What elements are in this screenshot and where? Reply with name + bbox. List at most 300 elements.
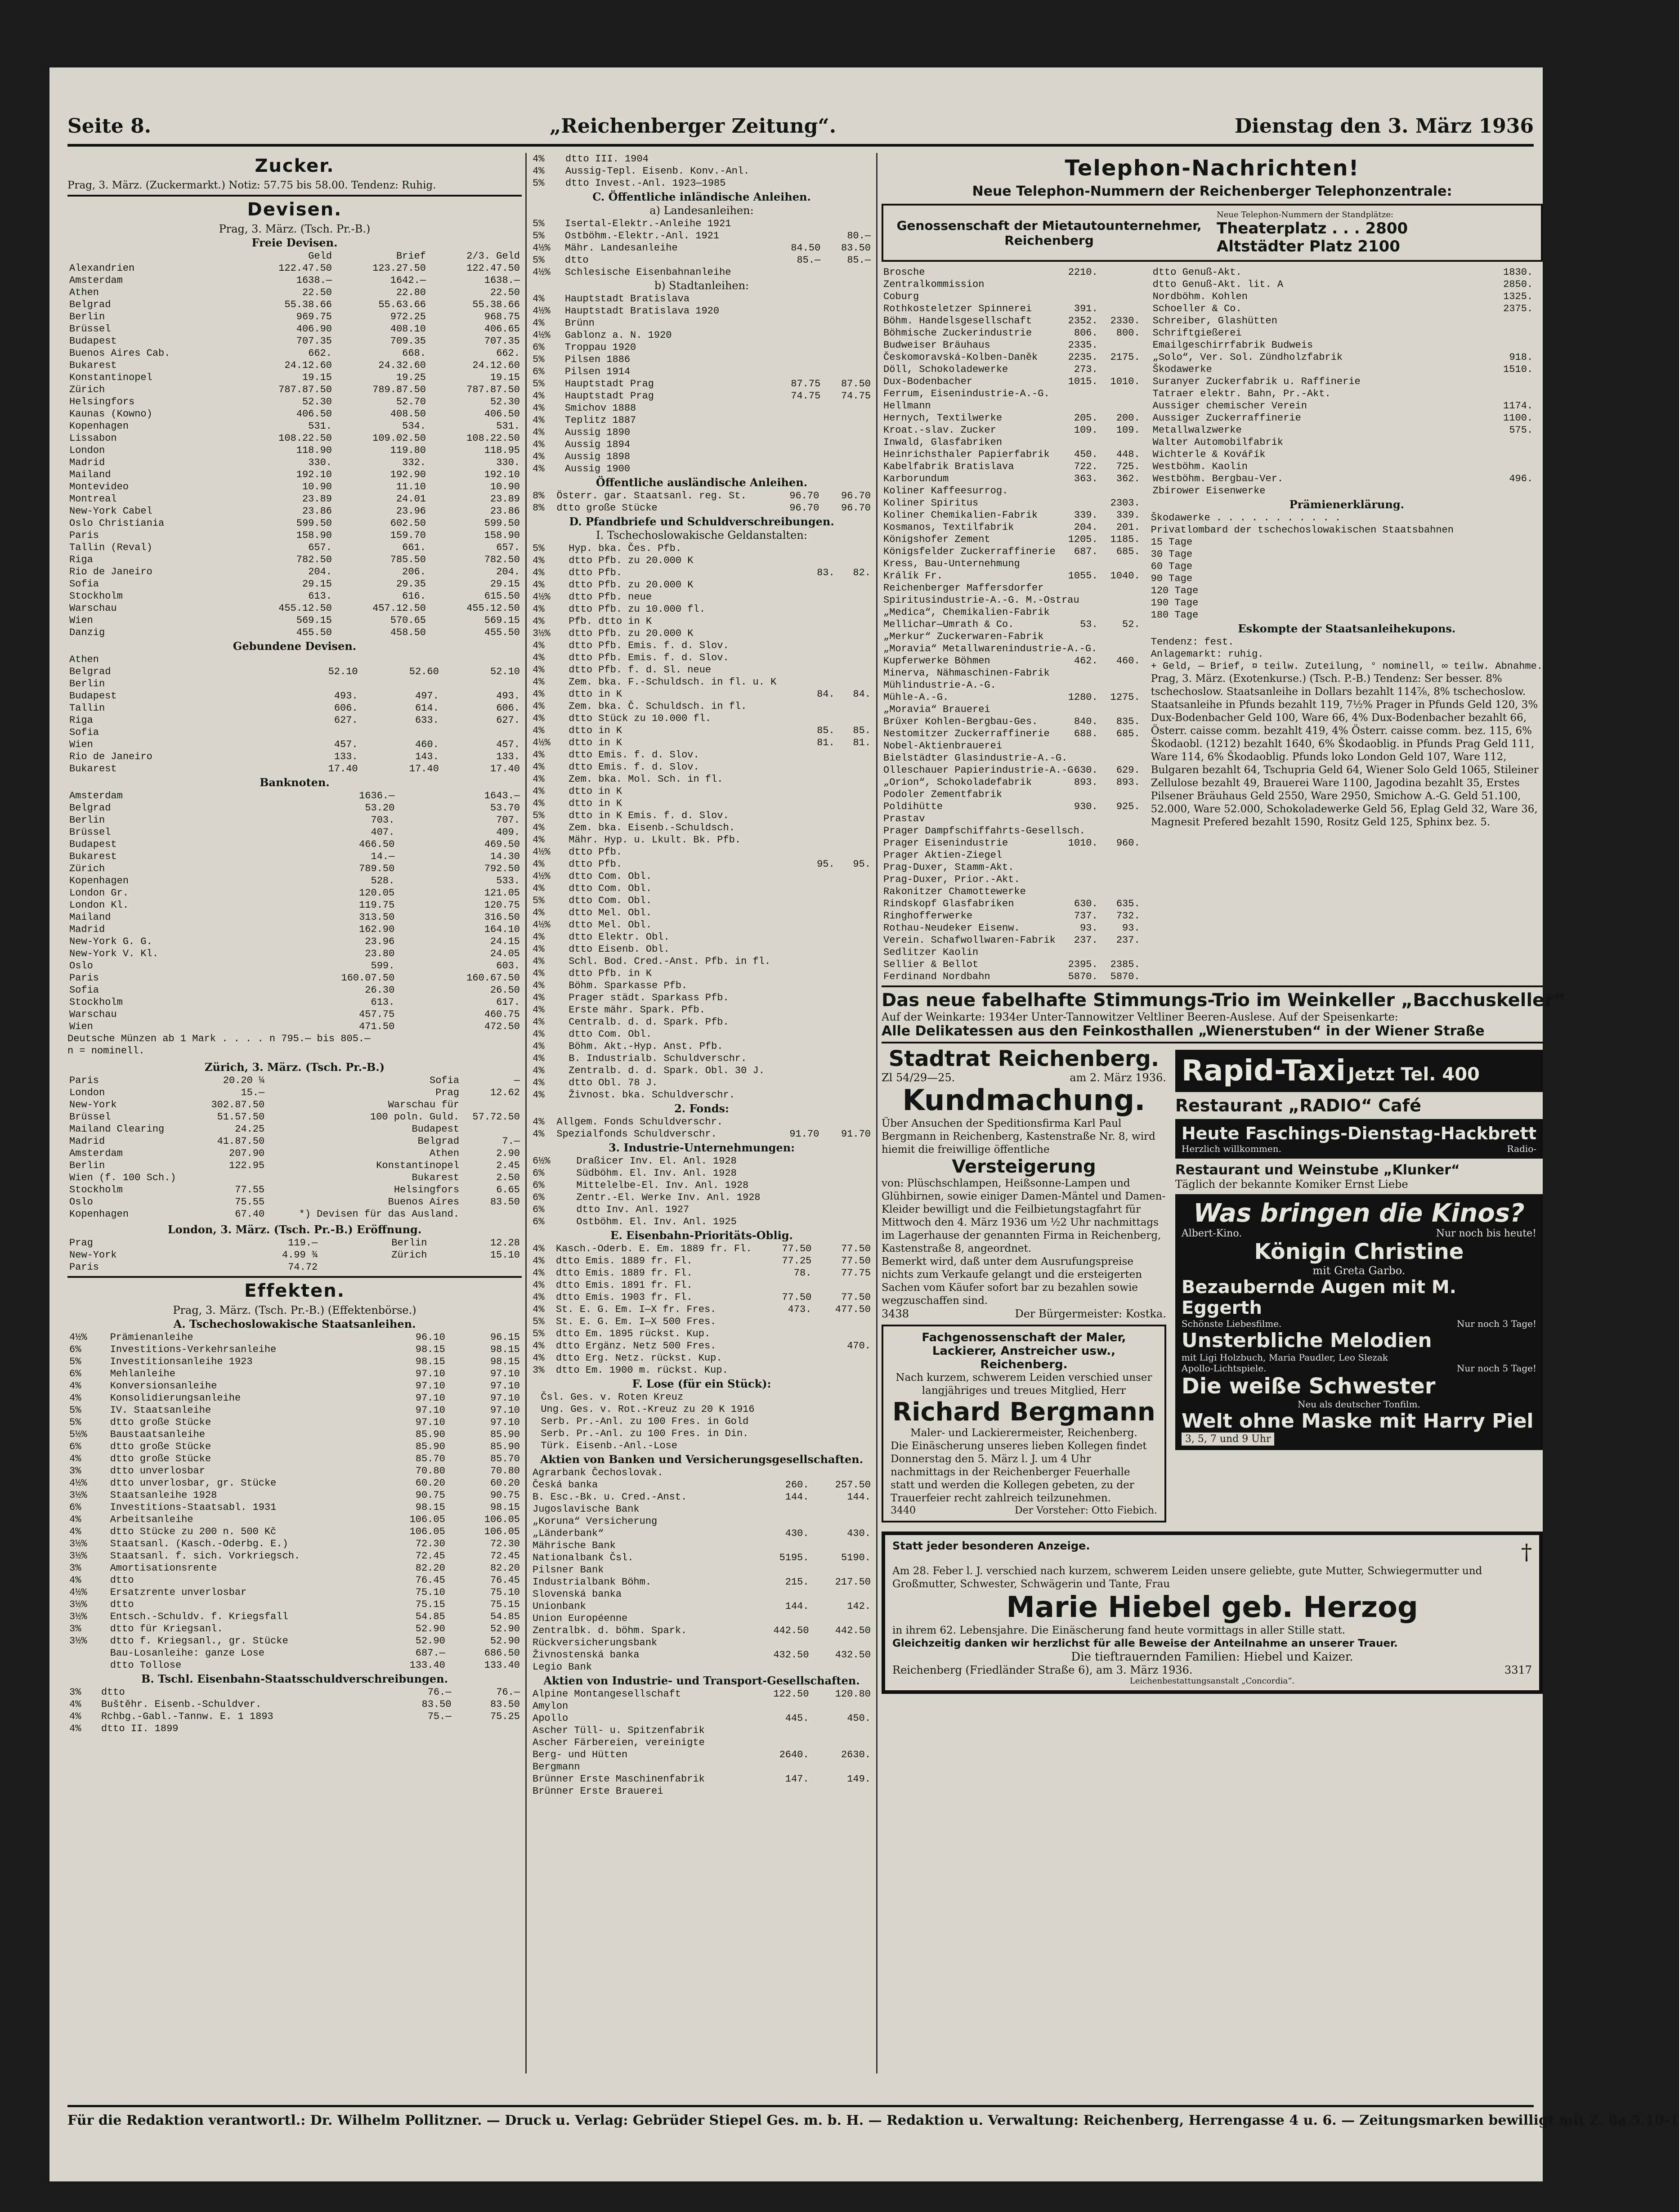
row-value: 90.75	[415, 1490, 445, 1501]
row-label: Wien	[69, 739, 93, 750]
row-value	[837, 1052, 873, 1065]
kino1: Königin Christine	[1254, 1239, 1464, 1264]
table-row	[531, 931, 873, 943]
row-label: Konsolidierungsanleihe	[110, 1393, 241, 1404]
row-value	[800, 967, 836, 980]
table-row	[531, 317, 873, 329]
row-value: 4½%	[533, 846, 551, 858]
table-row	[67, 1538, 522, 1550]
table-row	[882, 801, 1142, 813]
row-value	[837, 664, 873, 676]
row-label: Zürich	[69, 863, 105, 874]
table-row	[531, 1761, 873, 1773]
table-row	[67, 1562, 522, 1574]
row-value: 1275.	[1110, 692, 1140, 703]
datum: am 2. März 1936.	[1070, 1071, 1166, 1084]
row-value	[1100, 861, 1142, 873]
table-row	[531, 1004, 873, 1016]
row-value	[1057, 667, 1100, 679]
kino2-right: Nur noch 3 Tage!	[1456, 1318, 1536, 1329]
table-row	[67, 1477, 522, 1489]
table-row	[67, 739, 522, 751]
row-value: 5%	[69, 1405, 81, 1416]
row-value: 840.	[1074, 716, 1098, 727]
row-value	[822, 439, 873, 451]
row-label: Paris	[69, 1262, 99, 1273]
table-row	[882, 315, 1142, 327]
row-label: Kress, Bau-Unternehmung	[883, 558, 1020, 569]
table-row	[531, 700, 873, 712]
row-value	[772, 341, 823, 354]
row-value: 469.50	[484, 839, 520, 850]
table-row	[67, 627, 522, 639]
row-value: 106.05	[484, 1514, 520, 1525]
effekten-sub: Prag, 3. März. (Tsch. Pr.-B.) (Effektenbörse.)	[173, 1304, 416, 1316]
row-label: Brünner Erste Maschinenfabrik	[533, 1773, 705, 1785]
row-value: 52.90	[415, 1635, 445, 1647]
row-value: 4%	[69, 1723, 81, 1734]
genoss-name: Richard Bergmann	[892, 1397, 1155, 1427]
table-row	[67, 972, 522, 984]
row-value: 24.32.60	[378, 360, 426, 371]
row-value	[531, 1391, 539, 1403]
table-row	[882, 424, 1142, 436]
row-value	[822, 266, 873, 278]
row-label: Rückversicherungsbank	[533, 1637, 658, 1648]
table-row	[67, 814, 522, 826]
table-row	[67, 984, 522, 996]
row-value: 4%	[533, 318, 545, 329]
table-row	[882, 303, 1142, 315]
table-row	[882, 813, 1142, 825]
row-label: New-York	[69, 1099, 117, 1110]
row-value	[856, 1415, 864, 1428]
row-label: Rchbg.-Gabl.-Tannw. E. 1 1893	[101, 1711, 273, 1722]
row-value	[772, 439, 823, 451]
row-value	[865, 153, 873, 165]
row-value: 164.10	[484, 924, 520, 935]
row-value: 77.50	[782, 1243, 812, 1254]
row-value: 90.75	[490, 1490, 520, 1501]
row-value	[837, 882, 873, 895]
row-value: 406.90	[296, 323, 332, 335]
table-row	[67, 335, 522, 347]
row-value	[749, 1503, 810, 1515]
row-value: 52.90	[415, 1623, 445, 1634]
row-value	[1460, 388, 1535, 400]
row-value: 1638.—	[296, 275, 332, 286]
row-value: 661.	[402, 542, 426, 553]
pfand-table	[531, 542, 873, 1101]
row-value	[813, 1279, 873, 1291]
table-row	[67, 899, 522, 911]
row-label: Alexandrien	[69, 263, 135, 274]
row-value: 82.	[853, 567, 871, 578]
table-row	[531, 1243, 873, 1255]
row-value: 2.50	[496, 1172, 520, 1183]
row-value	[800, 822, 836, 834]
row-value: 26.50	[490, 985, 520, 996]
row-value: 657.	[496, 542, 520, 553]
row-value: 93.	[1080, 922, 1098, 934]
row-value: 5870.	[1068, 971, 1098, 982]
row-value: 96.10	[415, 1332, 445, 1343]
row-value: 616.	[402, 591, 426, 602]
table-row	[531, 773, 873, 785]
table-row	[67, 1698, 522, 1710]
row-value: 54.85	[490, 1611, 520, 1622]
table-row	[531, 822, 873, 834]
row-value: 316.50	[484, 912, 520, 923]
table-row	[67, 1404, 522, 1416]
row-label: Spiritusindustrie-A.-G. M.-Ostrau	[883, 595, 1079, 606]
table-row	[531, 1576, 873, 1588]
row-value	[1057, 703, 1100, 716]
stadt-table	[531, 293, 873, 475]
table-row	[882, 594, 1142, 606]
row-value	[1100, 788, 1142, 801]
table-row	[531, 1155, 873, 1167]
table-row	[531, 749, 873, 761]
row-value: 606.	[334, 703, 358, 714]
row-label: „Merkur“ Zuckerwaren-Fabrik	[883, 631, 1044, 642]
table-row	[531, 955, 873, 967]
row-value	[837, 931, 873, 943]
row-value: 330.	[308, 457, 332, 468]
table-row	[67, 1099, 522, 1111]
row-label: dtto Emis. 1889 fr. Fl.	[555, 1255, 693, 1267]
row-value: 83.50	[421, 1699, 452, 1710]
row-label: Investitionsanleihe 1923	[110, 1356, 253, 1367]
divider	[67, 195, 522, 197]
row-label: Zentralb. d. d. Spark. Obl. 30 J.	[569, 1065, 765, 1076]
table-row	[531, 1179, 873, 1191]
row-value	[865, 165, 873, 177]
row-value: 5870.	[1110, 971, 1140, 982]
row-label: London	[69, 1087, 105, 1098]
row-value: 1040.	[1110, 570, 1140, 582]
row-label: „Moravia“ Metallwarenindustrie-A.-G.	[883, 643, 1097, 654]
row-value	[441, 726, 522, 739]
kino3-sub: mit Ligi Holzbuch, Maria Paudler, Leo Slezak	[1181, 1352, 1388, 1363]
row-value	[865, 1216, 873, 1228]
row-label: Sofia	[69, 578, 99, 590]
row-value	[772, 414, 823, 426]
row-value: 97.10	[415, 1380, 445, 1392]
table-row	[531, 1016, 873, 1028]
row-value: 472.50	[484, 1021, 520, 1032]
row-value	[199, 1172, 267, 1184]
table-row	[67, 1550, 522, 1562]
row-value: 91.70	[841, 1128, 871, 1140]
row-value: 19.25	[396, 372, 426, 383]
row-label: Zem. bka. Mol. Sch. in fl.	[569, 774, 723, 785]
row-label: Schoeller & Co.	[1152, 303, 1242, 314]
row-value: 493.	[334, 690, 358, 702]
row-value	[837, 822, 873, 834]
row-value: 4%	[533, 415, 545, 426]
row-value	[800, 591, 836, 603]
row-value: 960.	[1116, 837, 1140, 849]
table-row	[67, 372, 522, 384]
table-row	[531, 1479, 873, 1491]
row-value	[67, 1659, 108, 1671]
row-label: St. E. G. Em. I—X 500 Fres.	[555, 1316, 716, 1327]
row-label: Aussig-Tepl. Eisenb. Konv.-Anl.	[565, 166, 750, 177]
row-label: dtto Stücke zu 200 n. 500 Kč	[110, 1526, 277, 1537]
row-label: Pilsen 1914	[564, 366, 631, 377]
bonds-top	[531, 153, 873, 189]
table-row	[882, 788, 1142, 801]
table-row	[531, 688, 873, 700]
gebundene-devisen-title: Gebundene Devisen.	[233, 640, 357, 653]
row-value: 77.50	[841, 1255, 871, 1267]
table-row	[1151, 376, 1543, 388]
row-label: Türk. Eisenb.-Anl.-Lose	[541, 1440, 677, 1451]
row-value: 442.50	[773, 1625, 809, 1636]
row-value	[749, 1467, 810, 1479]
row-value	[763, 1340, 814, 1352]
row-value: 5%	[533, 218, 545, 229]
row-value: 57.72.50	[472, 1111, 520, 1123]
table-row	[67, 457, 522, 469]
row-value: 4%	[69, 1526, 81, 1537]
row-value: 1643.—	[484, 790, 520, 802]
row-value: 97.10	[490, 1368, 520, 1379]
row-value: 460.75	[484, 1009, 520, 1020]
table-row	[531, 305, 873, 317]
row-value: 52.30	[490, 396, 520, 407]
row-label: Athen	[69, 287, 99, 298]
table-row	[531, 615, 873, 627]
row-value	[837, 640, 873, 652]
table-row	[531, 1267, 873, 1279]
table-row	[531, 1688, 873, 1700]
row-label: Ersatzrente unverlosbar	[110, 1587, 247, 1598]
row-value: 432.50	[773, 1649, 809, 1661]
row-label: Serb. Pr.-Anl. zu 100 Fres. in Din.	[541, 1428, 749, 1439]
row-label: dtto	[110, 1575, 134, 1586]
row-value: 83.50	[490, 1699, 520, 1710]
table-row	[67, 826, 522, 838]
row-value: 969.75	[296, 311, 332, 322]
row-value: 408.10	[390, 323, 426, 335]
row-label: Aussiger Zuckerraffinerie	[1152, 412, 1301, 424]
row-value: 460.	[1116, 655, 1140, 667]
row-value	[856, 1440, 864, 1452]
row-label: Bukarest	[69, 360, 117, 371]
row-value: 75.—	[427, 1711, 452, 1722]
page-number: Seite 8.	[67, 114, 152, 138]
row-value	[813, 1364, 873, 1376]
row-value	[800, 652, 836, 664]
row-label: Lissabon	[69, 433, 117, 444]
row-value: 260.	[785, 1479, 809, 1491]
table-row	[1151, 303, 1543, 315]
table-row	[531, 1588, 873, 1600]
row-label: dtto in K	[569, 737, 622, 748]
row-label: dtto Emis. 1889 fr. Fl.	[555, 1267, 693, 1279]
row-value	[1100, 946, 1142, 958]
divider	[882, 1042, 1543, 1043]
table-row	[531, 858, 873, 870]
genoss-sign: Der Vorsteher: Otto Fiebich.	[1014, 1505, 1157, 1516]
row-value: 627.	[496, 715, 520, 726]
row-value: 497.	[415, 690, 439, 702]
row-value	[1535, 291, 1543, 303]
table-row	[67, 923, 522, 936]
row-value: 60.20	[415, 1478, 445, 1489]
row-value: 5%	[533, 230, 545, 242]
row-value: 4½%	[533, 871, 551, 882]
row-label: Schl. Bod. Cred.-Anst. Pfb. in fl.	[569, 956, 771, 967]
row-label: Oslo Christiania	[69, 518, 165, 529]
row-value: 204.	[496, 566, 520, 578]
row-label: Pilsen 1886	[564, 354, 631, 365]
row-label: Amsterdam	[69, 275, 123, 286]
kino1-head: Albert-Kino.	[1181, 1228, 1242, 1239]
row-value: 457.	[496, 739, 520, 750]
row-value: 2330.	[1110, 315, 1140, 327]
row-value: 6%	[533, 1180, 545, 1191]
row-value: 120.05	[359, 887, 395, 899]
row-value: 160.07.50	[341, 972, 395, 984]
row-value: 613.	[308, 591, 332, 602]
newspaper-title: „Reichenberger Zeitung“.	[549, 114, 837, 138]
row-value	[837, 834, 873, 846]
row-value	[800, 955, 836, 967]
table-row	[67, 702, 522, 714]
row-value	[858, 1204, 865, 1216]
row-value: 4%	[533, 1029, 545, 1040]
row-label: dtto Pfb. Emis. f. d. Slov.	[569, 652, 729, 663]
row-value: 83.	[817, 567, 835, 578]
row-label: Bergmann	[533, 1761, 580, 1773]
row-label: Belgrad	[69, 666, 111, 677]
row-value: 144.	[847, 1491, 871, 1503]
row-value: 78.	[793, 1267, 812, 1279]
table-row	[531, 165, 873, 177]
row-value: 4.99 ¾	[282, 1249, 318, 1261]
row-value: 108.22.50	[278, 433, 332, 444]
table-row	[882, 582, 1142, 594]
row-label: Rothkosteletzer Spinnerei	[883, 303, 1032, 314]
row-value	[1100, 643, 1142, 655]
table-row	[67, 1635, 522, 1647]
row-value: 787.87.50	[278, 384, 332, 395]
table-row	[531, 354, 873, 366]
column-2	[531, 153, 873, 1797]
row-value	[1460, 376, 1535, 388]
row-value: 972.25	[390, 311, 426, 322]
row-value: 4%	[533, 1053, 545, 1064]
row-value: 206.	[402, 566, 426, 578]
row-value	[749, 1724, 810, 1737]
table-row	[67, 936, 522, 948]
weinstube-ad: Restaurant und Weinstube „Klunker“	[1175, 1162, 1460, 1178]
table-row	[531, 366, 873, 378]
table-row	[67, 666, 522, 678]
row-value: 569.15	[484, 615, 520, 626]
table-row	[531, 502, 873, 514]
row-label: Prämienanleihe	[110, 1332, 193, 1343]
row-label: Králík Fr.	[883, 570, 943, 582]
row-value: 118.90	[296, 445, 332, 456]
table-row	[67, 1123, 522, 1135]
row-value: 23.86	[302, 506, 332, 517]
row-value: 725.	[1116, 461, 1140, 472]
exotenkurse: Prag, 3. März. (Exotenkurse.) (Tsch. P.-B.) Tendenz: Ser besser. 8% tschechoslow. Staatsanleihe in Dollars bezahlt 114⅞, 8% tschechoslow. Staatsanleihe in Pfunds bezahlt 119, 7½% Prager in Pfunds Geld 120, 3% Dux-Bodenbacher Geld 100, Ware 66, 4% Dux-Bodenbacher bezahlt 66, Österr. caisse comm. bezahlt 419, 4% Österr. caisse comm. bez. 115, 6% Škodaobl. (1212) bezahlt 1640, 6% Škodaoblig. in Pfunds Prag Geld 111, Ware 114, 6% Škodaoblig. Pfunds loko London Geld 107, Ware 112, Bulgaren bezahlt 64, Tschupria Geld 64, Wiener Solo Geld 1065, Stileiner Zellulose bezahlt 49, Brauerei Ware 1100, Jagodina bezahlt 35, Erstes Pilsener Bräuhaus Geld 2550, Ware 2950, Smichow A.-G. Geld 51.100, 52.000, Ware 52.000, Schokoladewerke Geld 56, Eplag Geld 32, Ware 36, Magnesit Prefered bezahlt 1590, Rositz Geld 125, Sphinx bez. 5.	[1151, 673, 1539, 828]
row-label: Zbirower Eisenwerke	[1152, 485, 1266, 497]
row-value	[856, 1428, 864, 1440]
row-value	[800, 1052, 836, 1065]
table-row	[67, 1147, 522, 1160]
row-label: Brünn	[564, 318, 595, 329]
row-label: Nestomitzer Zuckerraffinerie	[883, 728, 1050, 739]
row-value: 70.80	[415, 1465, 445, 1477]
table-row	[531, 463, 873, 475]
row-value: 302.87.50	[211, 1099, 265, 1110]
row-value: 4½%	[69, 1332, 87, 1343]
row-label: Mellichar—Umrath & Co.	[883, 619, 1014, 630]
row-value: 106.05	[409, 1526, 445, 1537]
genoss-nr: 3440	[891, 1505, 916, 1516]
row-label: Staatsanl. (Kasch.-Oderbg. E.)	[110, 1538, 288, 1549]
row-value: 3½%	[69, 1550, 87, 1562]
row-label: Amsterdam	[69, 1148, 123, 1159]
row-value	[858, 1179, 865, 1191]
telephon-theater: Theaterplatz . . . 2800	[1217, 219, 1408, 237]
row-value	[1535, 400, 1543, 412]
table-row	[531, 402, 873, 414]
table-row	[882, 606, 1142, 618]
row-label: Živnost. bka. Schuldverschr.	[569, 1089, 735, 1101]
table-row	[882, 533, 1142, 546]
row-label: Prager städt. Sparkass Pfb.	[569, 992, 729, 1003]
row-value: 1010.	[1068, 837, 1098, 849]
row-value: 4%	[533, 774, 545, 785]
table-row	[531, 1564, 873, 1576]
row-value: 2303.	[1110, 497, 1140, 509]
table-row	[882, 971, 1142, 983]
versteig-text: von: Plüschschlampen, Heißsonne-Lampen und Glühbirnen, sowie einiger Damen-Mäntel und Damen-Kleider bewilligt und die Feilbietungstagfahrt für Mittwoch den 4. März 1936 um ½2 Uhr nachmittags im Lagerhause der genannten Firma in Reichenberg, Kastenstraße 8, angeordnet.	[882, 1178, 1166, 1254]
row-value: 1205.	[1068, 534, 1098, 545]
row-value: 1280.	[1068, 692, 1098, 703]
row-value: 4%	[533, 153, 545, 165]
row-value: 2375.	[1503, 303, 1533, 314]
table-row	[882, 655, 1142, 667]
row-label: Brüssel	[69, 827, 111, 838]
row-value	[441, 654, 522, 666]
row-value	[1535, 376, 1543, 388]
row-label: Oslo	[69, 1196, 93, 1208]
row-value	[857, 165, 865, 177]
table-row	[531, 329, 873, 341]
row-label: Konversionsanleihe	[110, 1380, 217, 1392]
row-label: Industrialbank Böhm.	[533, 1576, 652, 1588]
row-value: 77.55	[235, 1184, 265, 1196]
row-label: Bielstädter Glasindustrie-A.-G.	[883, 752, 1068, 764]
row-value	[821, 1116, 873, 1128]
row-value	[749, 1785, 810, 1797]
table-row	[67, 875, 522, 887]
row-value: 4%	[533, 1352, 545, 1364]
row-value	[360, 654, 441, 666]
table-row	[67, 554, 522, 566]
row-label: New-York V. Kl.	[69, 948, 159, 959]
row-value	[1100, 813, 1142, 825]
row-label: Walter Automobilfabrik	[1152, 437, 1284, 448]
